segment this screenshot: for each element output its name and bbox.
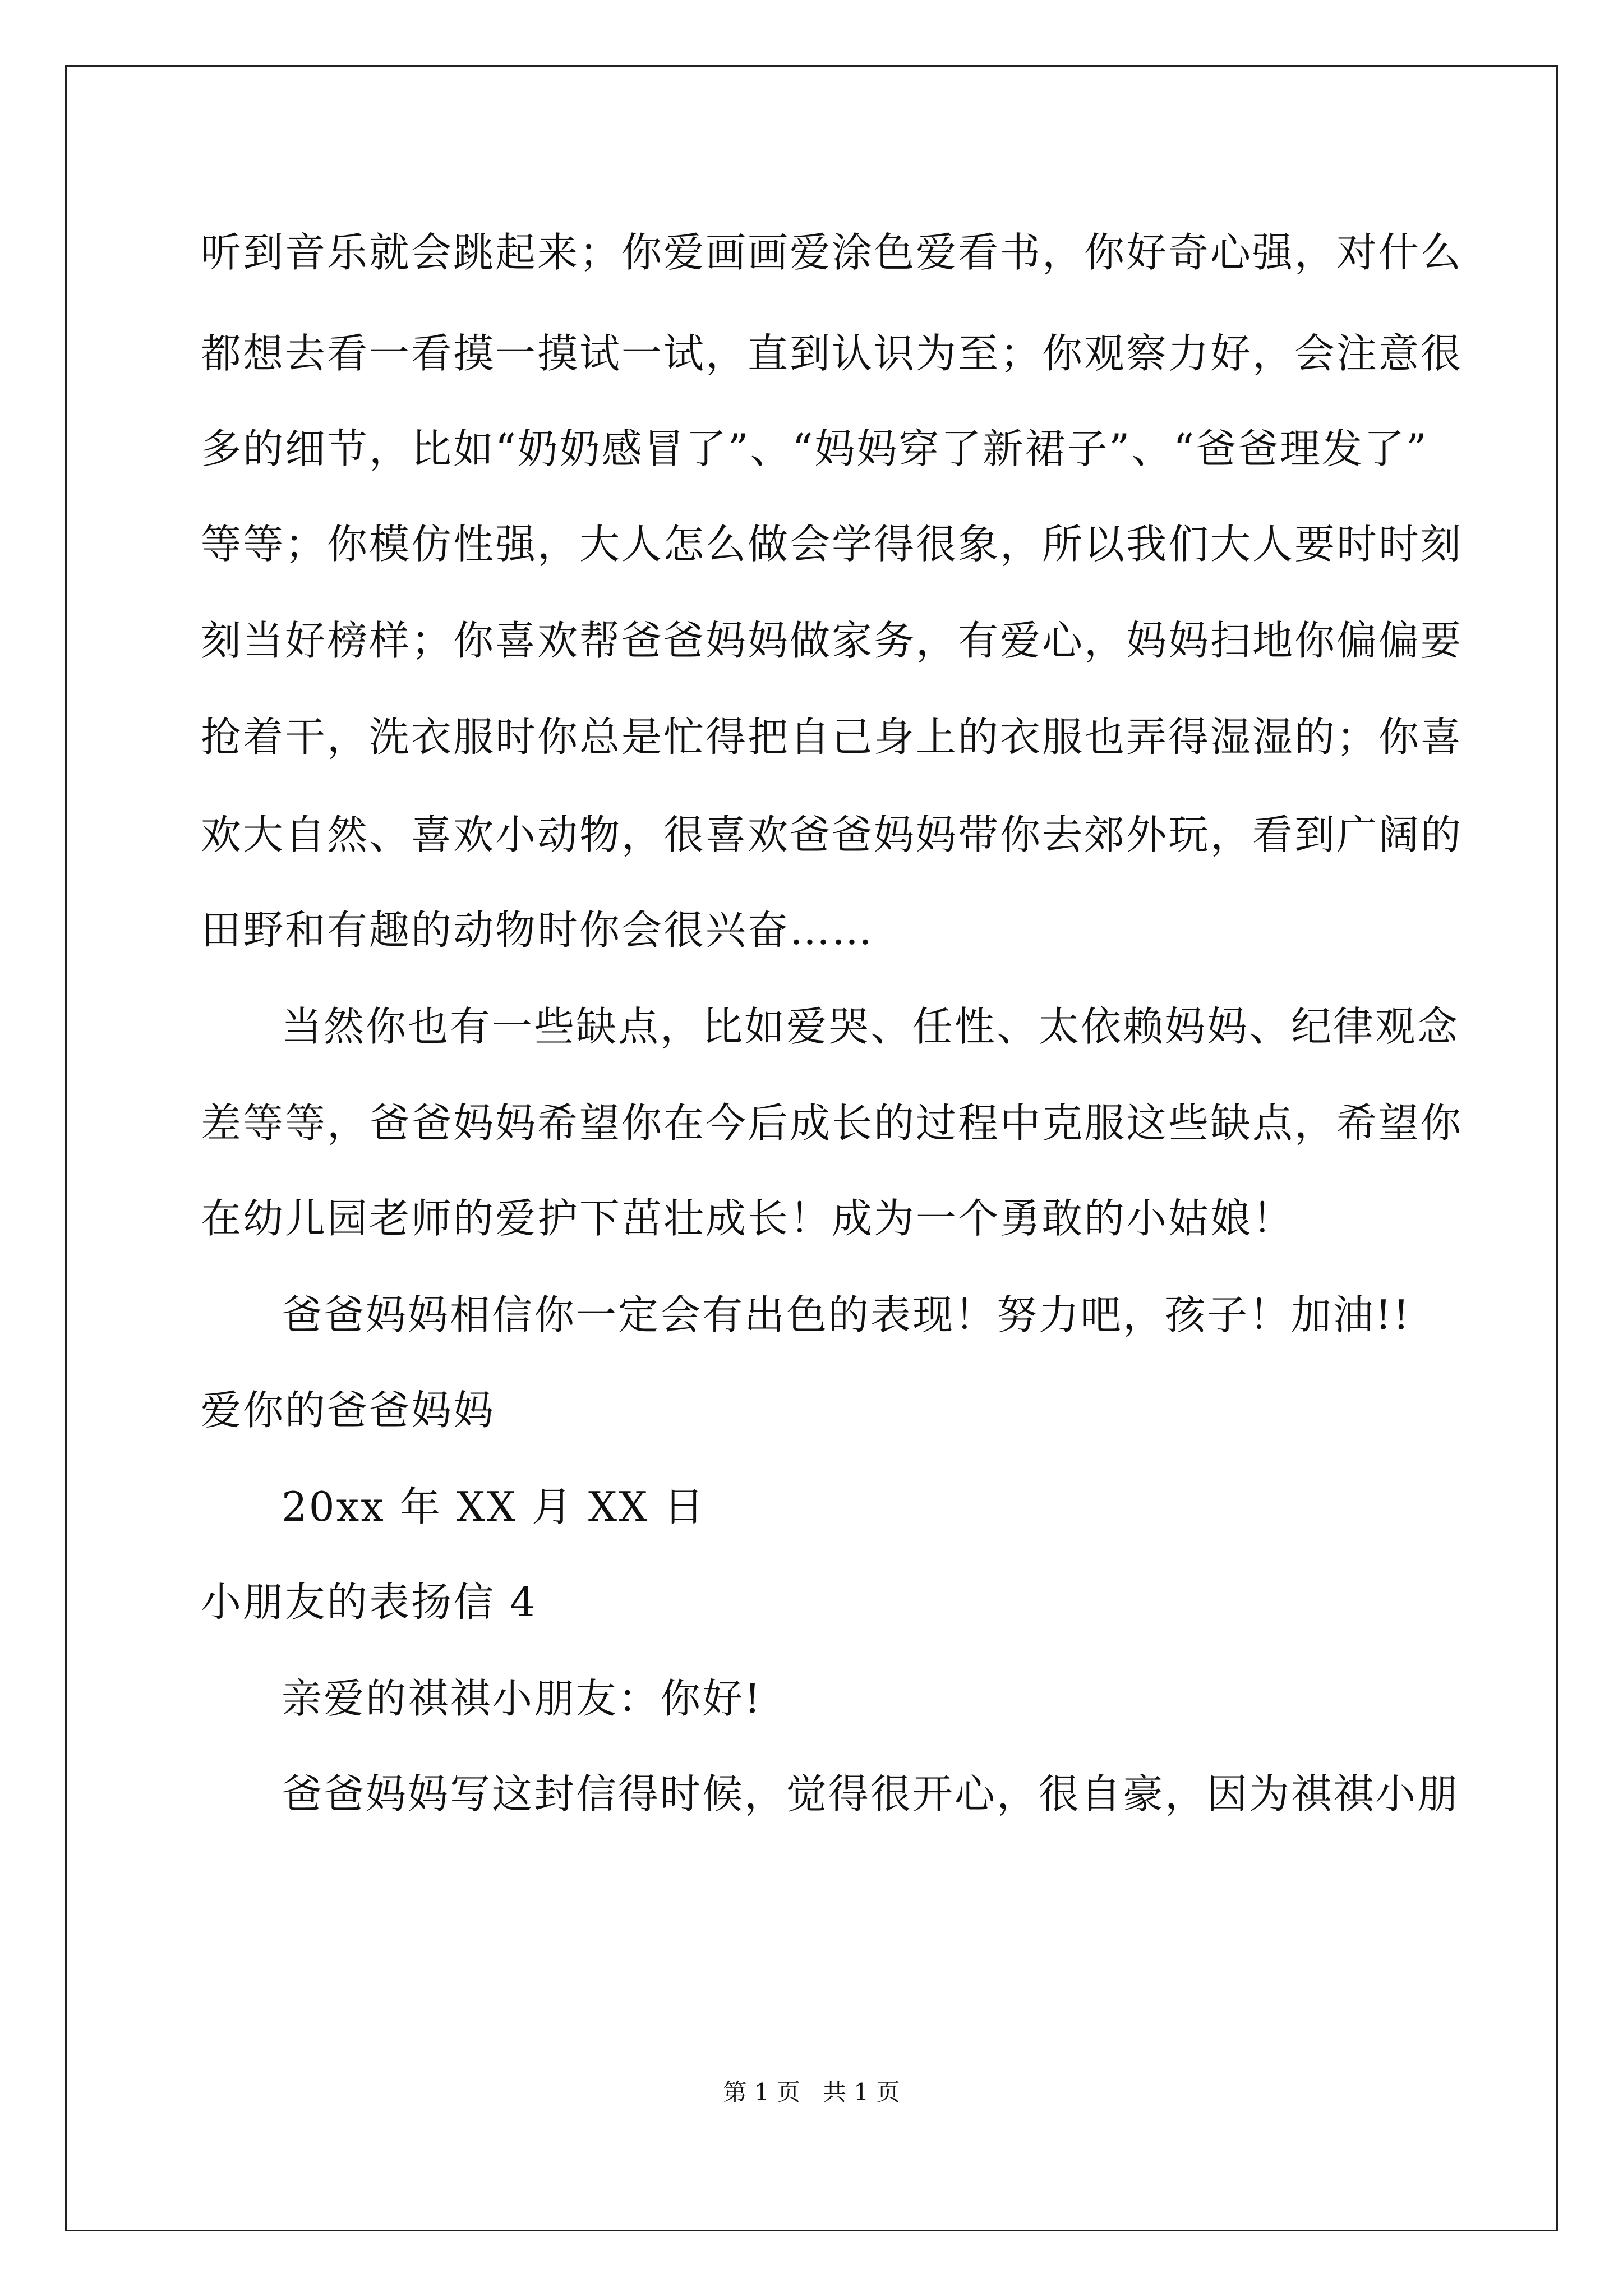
text-line: 刻当好榜样；你喜欢帮爸爸妈妈做家务，有爱心，妈妈扫地你偏偏要 [201,617,1463,664]
section-heading: 小朋友的表扬信 4 [201,1579,537,1626]
text-line: 听到音乐就会跳起来；你爱画画爱涂色爱看书，你好奇心强，对什么 [201,229,1463,276]
text-line: 都想去看一看摸一摸试一试，直到认识为至；你观察力好，会注意很 [201,330,1463,377]
paragraph-start-line: 当然你也有一些缺点，比如爱哭、任性、太依赖妈妈、纪律观念 [282,1003,1460,1050]
paragraph-start-line: 爸爸妈妈写这封信得时候，觉得很开心，很自豪，因为祺祺小朋 [282,1770,1460,1818]
text-line: 多的细节，比如“奶奶感冒了”、“妈妈穿了新裙子”、“爸爸理发了” [201,425,1428,472]
text-line: 田野和有趣的动物时你会很兴奋…… [201,907,874,954]
signature-line: 爱你的爸爸妈妈 [201,1387,496,1434]
text-line: 等等；你模仿性强，大人怎么做会学得很象，所以我们大人要时时刻 [201,521,1463,568]
date-line: 20xx 年 XX 月 XX 日 [282,1483,706,1530]
paragraph-start-line: 爸爸妈妈相信你一定会有出色的表现！努力吧，孩子！加油!! [282,1291,1411,1338]
text-line: 抢着干，洗衣服时你总是忙得把自己身上的衣服也弄得湿湿的；你喜 [201,714,1463,761]
text-line: 欢大自然、喜欢小动物，很喜欢爸爸妈妈带你去郊外玩，看到广阔的 [201,811,1463,858]
text-line: 在幼儿园老师的爱护下茁壮成长！成为一个勇敢的小姑娘！ [201,1195,1295,1242]
text-line: 差等等，爸爸妈妈希望你在今后成长的过程中克服这些缺点，希望你 [201,1099,1463,1147]
page-footer: 第 1 页 共 1 页 [723,2078,900,2106]
greeting-line: 亲爱的祺祺小朋友：你好! [282,1675,762,1722]
